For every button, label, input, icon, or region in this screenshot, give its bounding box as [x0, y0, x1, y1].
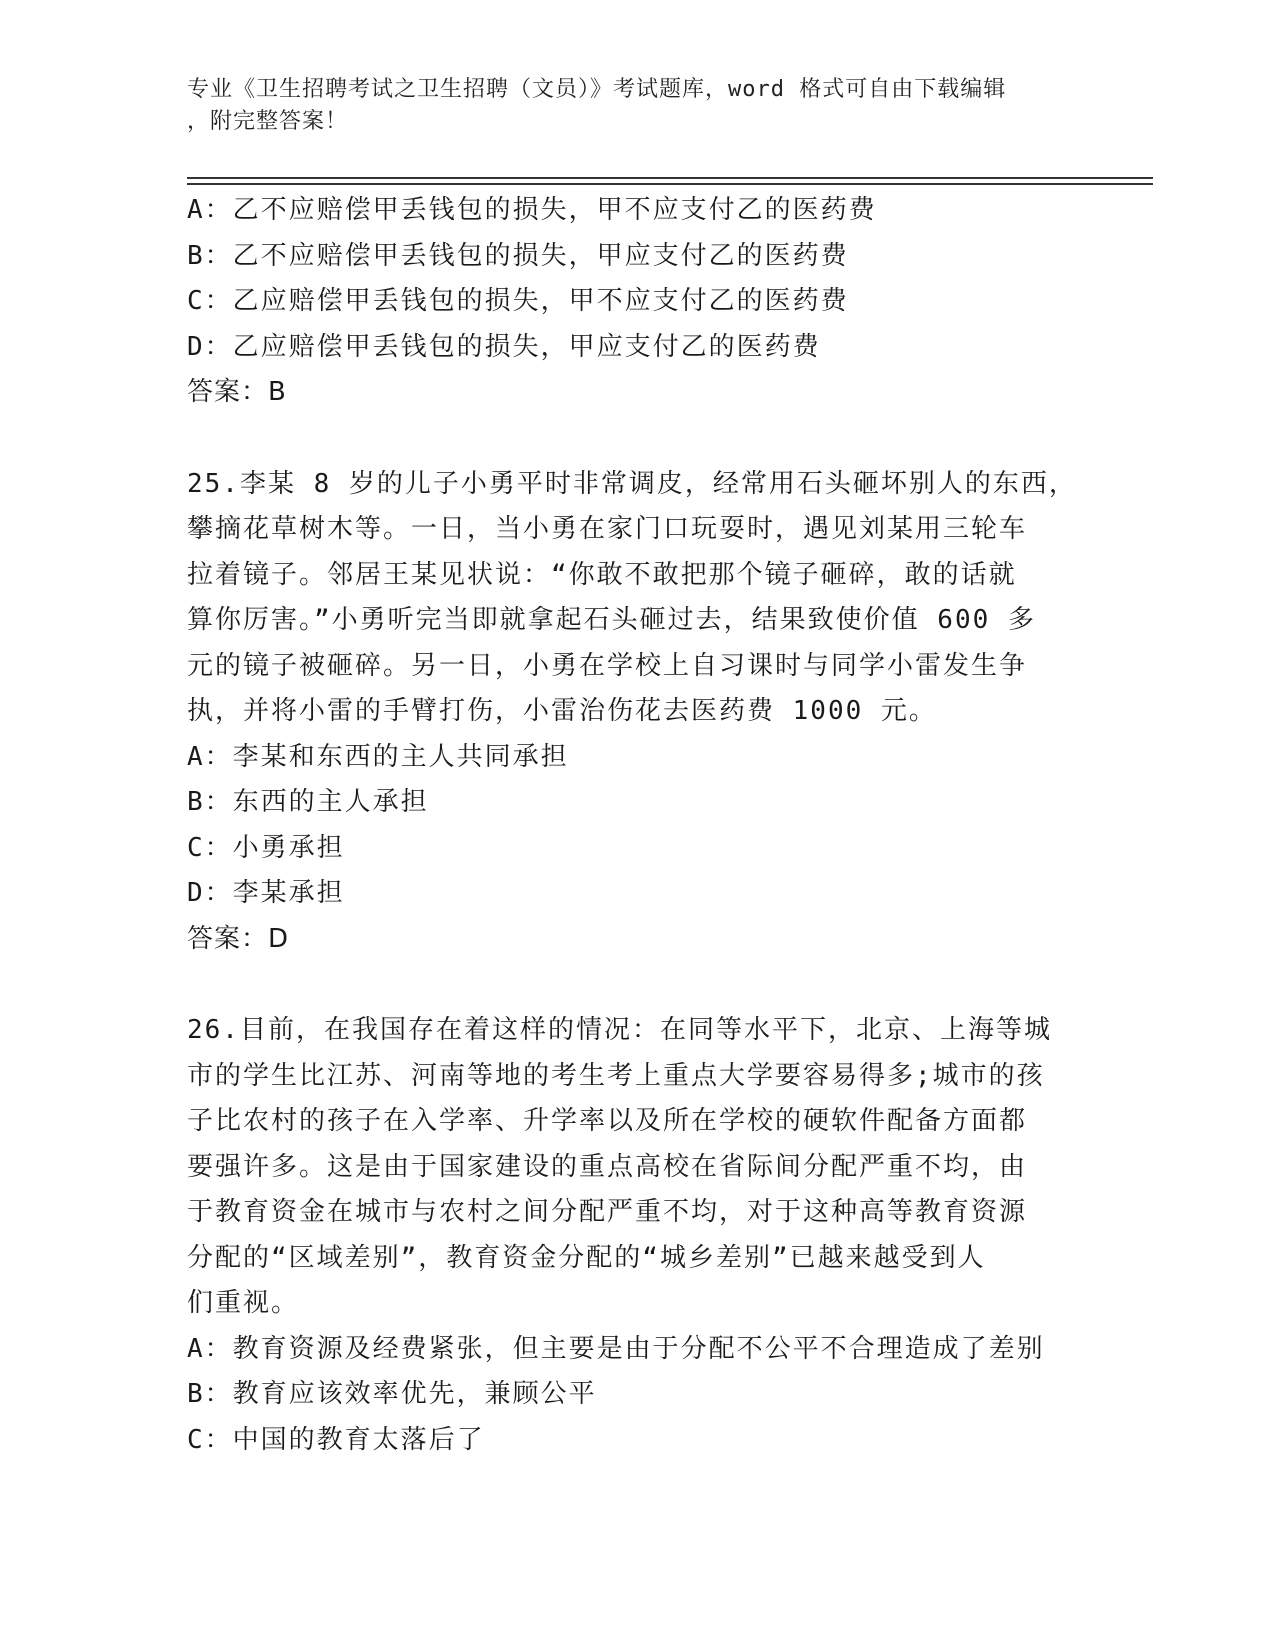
option-d: D：乙应赔偿甲丢钱包的损失，甲应支付乙的医药费: [187, 331, 821, 362]
question-stem-line: 攀摘花草树木等。一日，当小勇在家门口玩耍时，遇见刘某用三轮车: [187, 514, 1028, 544]
option-a: A：教育资源及经费紧张，但主要是由于分配不公平不合理造成了差别: [187, 1333, 1045, 1364]
option-d: D：李某承担: [187, 878, 345, 908]
question-stem-line: 25.李某 8 岁的儿子小勇平时非常调皮，经常用石头砸坏别人的东西，: [187, 468, 1077, 499]
question-26: [187, 1008, 1077, 1463]
answer: 答案：D: [187, 923, 290, 954]
question-stem-line: 算你厉害。”小勇听完当即就拿起石头砸过去，结果致使价值 600 多: [187, 605, 1036, 635]
header-divider-top: [187, 177, 1153, 179]
question-stem-line: 于教育资金在城市与农村之间分配严重不均，对于这种高等教育资源: [187, 1197, 1028, 1227]
question-stem-line: 元的镜子被砸碎。另一日，小勇在学校上自习课时与同学小雷发生争: [187, 650, 1028, 681]
question-stem-line: 要强许多。这是由于国家建设的重点高校在省际间分配严重不均，由: [187, 1151, 1028, 1182]
header-line-1: 专业《卫生招聘考试之卫生招聘（文员）》考试题库，word 格式可自由下载编辑: [187, 77, 1007, 102]
option-c: C：中国的教育太落后了: [187, 1424, 485, 1455]
option-a: A：乙不应赔偿甲丢钱包的损失，甲不应支付乙的医药费: [187, 195, 877, 225]
spacer: [187, 962, 1077, 1008]
question-stem-line: 执，并将小雷的手臂打伤，小雷治伤花去医药费 1000 元。: [187, 696, 937, 726]
header-divider-bottom: [187, 183, 1153, 185]
question-stem-line: 26.目前，在我国存在着这样的情况：在同等水平下，北京、上海等城: [187, 1015, 1052, 1045]
spacer: [187, 416, 1077, 462]
option-b: B：东西的主人承担: [187, 787, 429, 817]
option-c: C：小勇承担: [187, 832, 345, 863]
answer: 答案：B: [187, 377, 287, 407]
question-stem-line: 们重视。: [187, 1288, 300, 1318]
question-stem-line: 拉着镜子。邻居王某见状说：“你敢不敢把那个镜子砸碎，敢的话就: [187, 559, 1017, 590]
question-24: [187, 188, 1077, 416]
question-stem-line: 分配的“区域差别”，教育资金分配的“城乡差别”已越来越受到人: [187, 1242, 986, 1273]
option-c: C：乙应赔偿甲丢钱包的损失，甲不应支付乙的医药费: [187, 286, 849, 316]
document-header: [187, 74, 1067, 138]
option-b: B：乙不应赔偿甲丢钱包的损失，甲应支付乙的医药费: [187, 240, 849, 271]
question-stem-line: 子比农村的孩子在入学率、升学率以及所在学校的硬软件配备方面都: [187, 1106, 1028, 1136]
question-stem-line: 市的学生比江苏、河南等地的考生考上重点大学要容易得多;城市的孩: [187, 1060, 1045, 1091]
question-content: [187, 188, 1077, 1463]
question-25: [187, 462, 1077, 963]
option-b: B：教育应该效率优先，兼顾公平: [187, 1379, 597, 1409]
header-line-2: ，附完整答案！: [187, 109, 349, 134]
option-a: A：李某和东西的主人共同承担: [187, 741, 569, 772]
